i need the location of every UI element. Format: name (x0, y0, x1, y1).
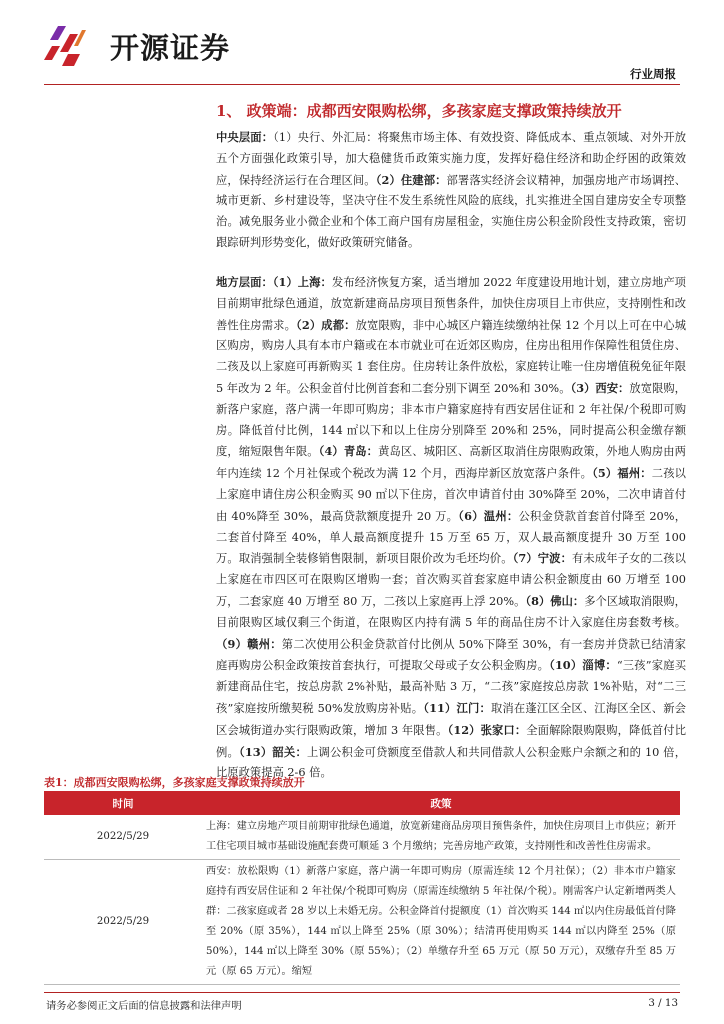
footer-divider (44, 992, 680, 993)
foshan-text: 多个区域取消限购，目前限购区域仅剩三个街道，在限购区内持有满 5 年的商品住房不计入家庭住房套数考核。 (216, 594, 686, 629)
central-text-2: 部署落实经济会议精神，加强房地产市场调控、城市更新、乡村建设等，坚决守住不发生系统性风险的底线，扎实推进全国自建房安全专项整治。减免服务业小微企业和个体工商户国有房屋租金，实施住房公积金阶段性支持政策，密切跟踪研判形势变化，做好政策研究储备。 (216, 173, 686, 249)
central-mark-1: （1）央行、外汇局：将聚焦市场主体、有效投资、降低成本、重点领域、对外开放五个方面强化政策引导，加大稳健货币政策实施力度，发挥好稳住经济和助企纾困的政策效应，保持经济运行在合理区间。 (216, 131, 686, 187)
jiangmen-text: 取消在蓬江区全区、江海区全区、新会区会城街道办实行限购政策，增加 3 年限售。 (216, 701, 686, 737)
report-type-label: 行业周报 (630, 67, 676, 81)
xian-text: 放宽限购，新落户家庭，落户满一年即可购房；非本市户籍家庭持有西安居住证和 2 年社保/个税即可购房。降低首付比例，144 ㎡以下和以上住房分别降至 20%和 25%，同时提高公积金缴存额度，缩短限售年限。 (216, 381, 686, 459)
shanghai-text: 发布经济恢复方案，适当增加 2022 年度建设用地计划，建立房地产项目前期审批绿色通道，放宽新建商品房项目预售条件，加快住房项目上市供应，支持刚性和改善性住房需求。 (216, 276, 686, 332)
row-policy: 西安：放松限购（1）新落户家庭，落户满一年即可购房（原需连续 12 个月社保）；（2）非本市户籍家庭持有西安居住证和 2 年社保/个税即可购房（原需连续缴纳 5 年社保/个税）。刚需客户认定新增两类人群：二孩家庭或者 28 岁以上未婚无房。公积金降首付提额度（1）首次购买 144 ㎡以内住房最低首付降至 20%（原 35%），144 ㎡以上降至 25%（原 30%）；结清再使用购买 144 ㎡以内降至 25%（原 50%），144 ㎡以上降至 30%（原 55%）；（2）单缴存升至 65 万元（原 50 万元），双缴存升至 85 万元（原 65 万元）。缩短 (202, 860, 680, 985)
city-zhangjiakou: （12）张家口： (447, 722, 527, 737)
section-title: 1、 政策端：成都西安限购松绑，多孩家庭支撑政策持续放开 (216, 102, 622, 120)
column-header-date: 时间 (44, 791, 202, 815)
page-number: 3 / 13 (648, 997, 678, 1009)
local-lead: 地方层面： (216, 275, 273, 289)
zibo-text: “三孩”家庭买新建商品住宅，按总房款 2%补贴，最高补贴 3 万，“二孩”家庭按总房款 1%补贴，对“二三孩”家庭按所缴契税 50%发放购房补贴。 (216, 659, 686, 715)
city-xian: （3）西安： (570, 380, 630, 395)
city-wenzhou: （6）温州： (458, 508, 519, 523)
policy-table (44, 791, 680, 985)
fuzhou-text: 二孩以上家庭申请住房公积金购买 90 ㎡以下住房，首次申请首付由 30%降至 20%，二次申请首付由 40%降至 30%，最高贷款额度提升 20 万。 (216, 467, 686, 523)
table-row (44, 860, 680, 985)
brand-logo (38, 24, 230, 68)
city-fuzhou: （5）福州： (592, 466, 652, 481)
qingdao-text: 黄岛区、城阳区、高新区取消住房限购政策，外地人购房由两年内连续 12 个月社保或个税改为满 12 个月，西海岸新区放宽落户条件。 (216, 445, 686, 481)
table-header-row (44, 791, 680, 815)
city-ningbo: （7）宁波： (512, 551, 572, 566)
row-date: 2022/5/29 (44, 860, 202, 985)
kaiyuan-logo-icon (38, 24, 102, 68)
local-policy-paragraph (216, 272, 686, 784)
zhangjiakou-text: 全面解除限购限购，降低首付比例。 (216, 723, 686, 759)
city-shanghai: （1）上海： (272, 275, 332, 289)
table-row (44, 815, 680, 860)
table-title: 表1：成都西安限购松绑，多孩家庭支撑政策持续放开 (44, 776, 305, 789)
city-shaoguan: （13）韶关： (239, 744, 307, 759)
chengdu-text: 放宽限购，非中心城区户籍连续缴纳社保 12 个月以上可在中心城区购房，购房人具有本市户籍或在本市就业可在近郊区购房，住房出租用作保障性租赁住房、二孩及以上家庭可再新购买 1 套住房。住房转让条件放松，家庭转让唯一住房增值税免征年限 5 年改为 2 年。公积金首付比例首套和二套分别下调至 20%和 30%。 (216, 318, 686, 395)
city-zibo: （10）淄博： (549, 658, 617, 673)
disclaimer-note: 请务必参阅正文后面的信息披露和法律声明 (46, 1000, 242, 1012)
city-chengdu: （2）成都： (296, 317, 356, 332)
header-divider (44, 84, 680, 85)
column-header-policy: 政策 (202, 791, 680, 815)
row-policy: 上海：建立房地产项目前期审批绿色通道，放宽新建商品房项目预售条件，加快住房项目上市供应；新开工住宅项目城市基础设施配套费可顺延 3 个月缴纳；完善房地产政策，支持刚性和改善性住房需求。 (202, 815, 680, 860)
central-policy-paragraph (216, 127, 686, 254)
ganzhou-text: 第二次使用公积金贷款首付比例从 50%下降至 30%，有一套房并贷款已结清家庭再购房公积金政策按首套执行，可提取父母或子女公积金购房。 (216, 637, 686, 673)
central-lead: 中央层面： (216, 130, 274, 144)
central-mark-2: （2）住建部： (375, 172, 447, 187)
brand-name: 开源证券 (110, 30, 231, 65)
shaoguan-text: 上调公积金可贷额度至借款人和共同借款人公积金账户余额之和的 10 倍，比原政策提高 2-6 倍。 (216, 745, 686, 780)
city-qingdao: （4）青岛： (318, 444, 379, 459)
city-foshan: （8）佛山： (525, 593, 585, 608)
city-ganzhou: （9）赣州： (216, 636, 282, 651)
wenzhou-text: 公积金贷款首套首付降至 20%，二套首付降至 40%，单人最高额度提升 15 万至 65 万，双人最高额度提升 30 万至 100 万。取消强制全装修销售限制，新项目限价改为毛坯均价。 (216, 509, 687, 566)
ningbo-text: 有未成年子女的二孩以上家庭在市四区可在限购区增购一套；首次购买首套家庭申请公积金额度由 60 万增至 100 万，二套家庭 40 万增至 80 万，二孩以上家庭再上浮 20%。 (216, 552, 686, 608)
row-date: 2022/5/29 (44, 815, 202, 860)
city-jiangmen: （11）江门： (423, 700, 491, 715)
